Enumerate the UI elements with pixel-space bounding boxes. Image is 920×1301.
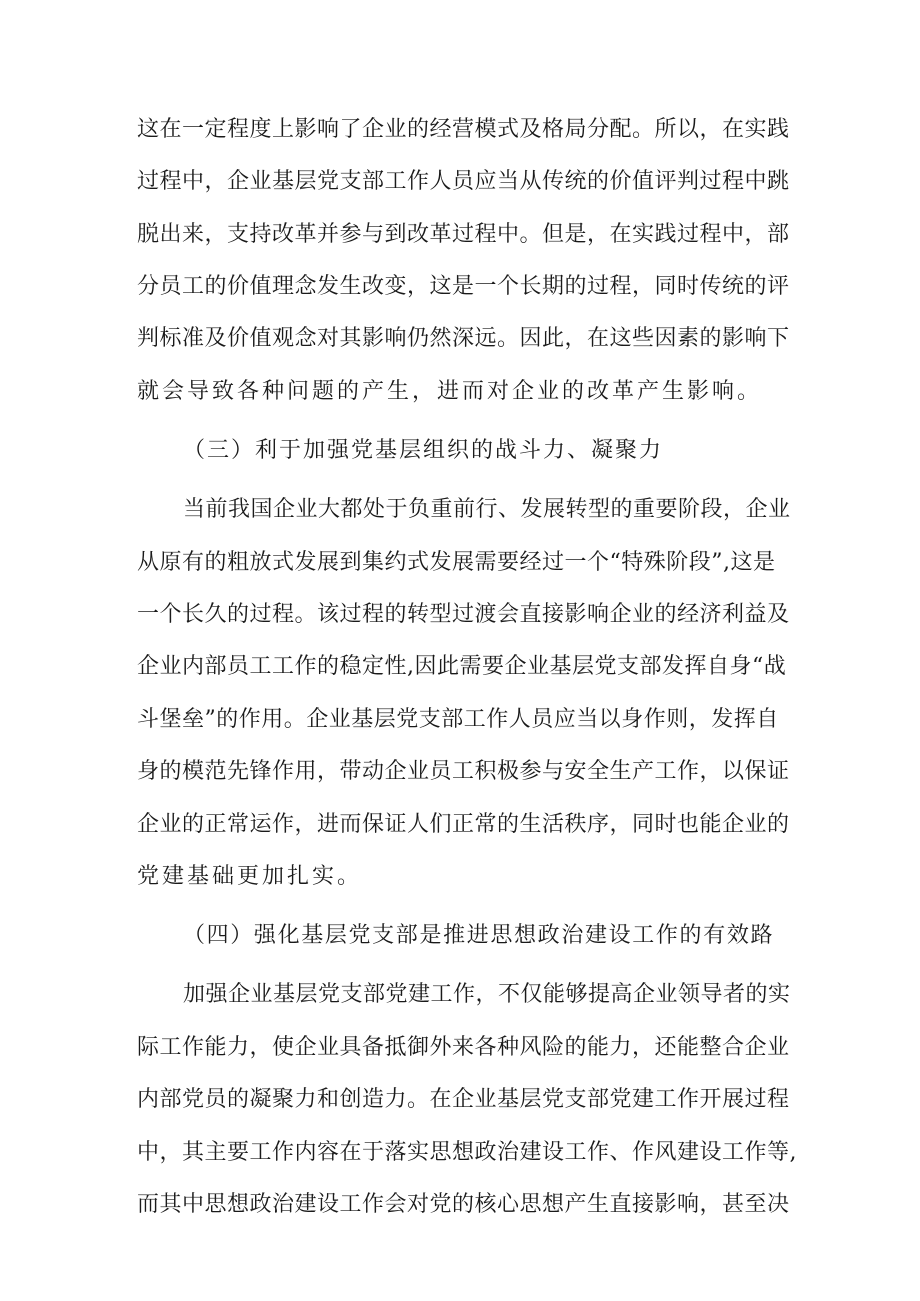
paragraph-2-line-8: 党建基础更加扎实。 <box>137 864 363 889</box>
paragraph-3-line-4: 中，其主要工作内容在于落实思想政治建设工作、作风建设工作等, <box>137 1140 797 1165</box>
paragraph-3-line-3: 内部党员的凝聚力和创造力。在企业基层党支部党建工作开展过程 <box>137 1087 790 1112</box>
paragraph-2-line-3: 一个长久的过程。该过程的转型过渡会直接影响企业的经济利益及 <box>137 602 790 627</box>
paragraph-1-line-1: 这在一定程度上影响了企业的经营模式及格局分配。所以，在实践 <box>137 117 790 142</box>
paragraph-2-line-6: 身的模范先锋作用，带动企业员工积极参与安全生产工作，以保证 <box>137 759 790 784</box>
paragraph-2-line-2: 从原有的粗放式发展到集约式发展需要经过一个“特殊阶段”,这是 <box>137 550 776 575</box>
paragraph-2-line-4: 企业内部员工工作的稳定性,因此需要企业基层党支部发挥自身“战 <box>137 654 787 679</box>
paragraph-3-line-5: 而其中思想政治建设工作会对党的核心思想产生直接影响，甚至决 <box>137 1192 790 1217</box>
paragraph-3-line-2: 际工作能力，使企业具备抵御外来各种风险的能力，还能整合企业 <box>137 1035 790 1060</box>
section-heading-3: （三）利于加强党基层组织的战斗力、凝聚力 <box>183 438 664 463</box>
paragraph-1-line-5: 判标准及价值观念对其影响仍然深远。因此，在这些因素的影响下 <box>137 326 790 351</box>
paragraph-2-line-1: 当前我国企业大都处于负重前行、发展转型的重要阶段，企业 <box>183 497 791 522</box>
paragraph-1-line-4: 分员工的价值理念发生改变，这是一个长期的过程，同时传统的评 <box>137 274 790 299</box>
paragraph-2-line-5: 斗堡垒”的作用。企业基层党支部工作人员应当以身作则，发挥自 <box>137 707 779 732</box>
paragraph-1-line-3: 脱出来，支持改革并参与到改革过程中。但是，在实践过程中，部 <box>137 222 790 247</box>
paragraph-3-line-1: 加强企业基层党支部党建工作，不仅能够提高企业领导者的实 <box>183 982 791 1007</box>
section-heading-4: （四）强化基层党支部是推进思想政治建设工作的有效路 <box>183 923 773 948</box>
paragraph-1-line-6: 就会导致各种问题的产生，进而对企业的改革产生影响。 <box>137 379 763 404</box>
paragraph-1-line-2: 过程中，企业基层党支部工作人员应当从传统的价值评判过程中跳 <box>137 169 790 194</box>
paragraph-2-line-7: 企业的正常运作，进而保证人们正常的生活秩序，同时也能企业的 <box>137 812 790 837</box>
